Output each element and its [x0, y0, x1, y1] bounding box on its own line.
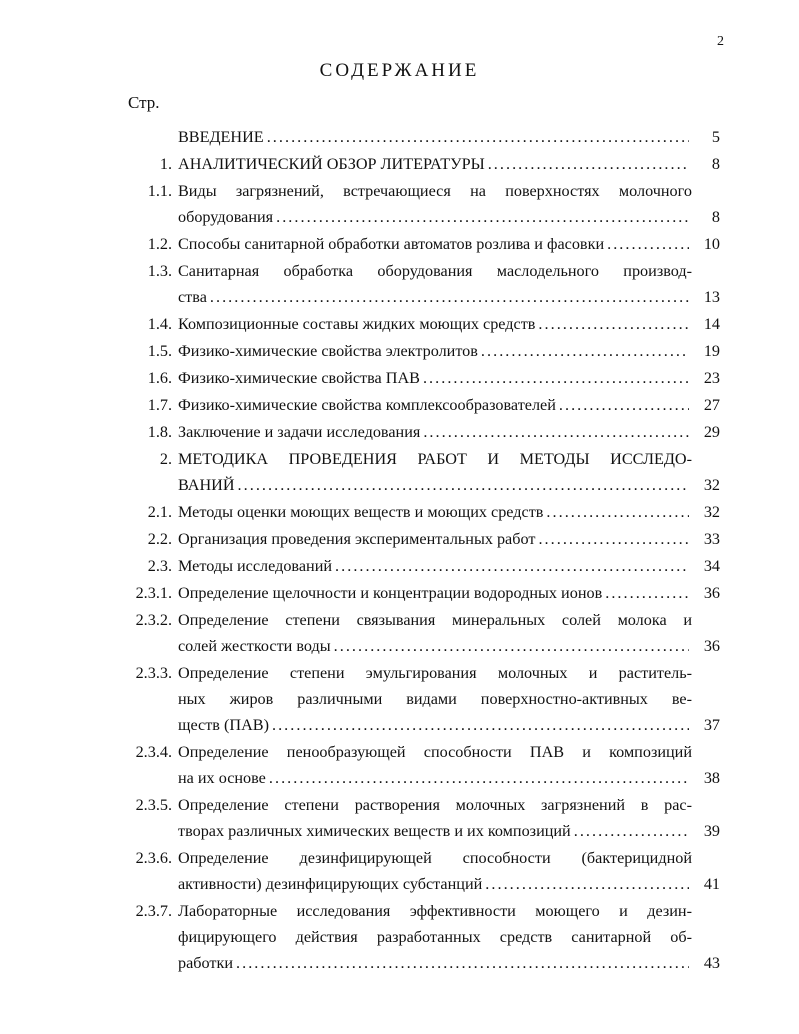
dot-leader [605, 580, 689, 606]
toc-entry-title: активности) дезинфицирующих субстанций [178, 875, 483, 893]
dot-leader [269, 765, 689, 791]
toc-entry-2-3-5 [120, 792, 720, 844]
toc-entry-page: 29 [703, 423, 720, 441]
toc-entry-title-line: Определение дезинфицирующей способности (бактерицидной [178, 849, 692, 867]
toc-entry-title: оборудования [178, 208, 274, 226]
toc-entry-number: 2.3.3. [135, 664, 172, 682]
page-number: 2 [717, 34, 724, 49]
toc-entry-1-8 [120, 419, 720, 445]
dot-leader [272, 712, 689, 738]
toc-entry-page: 13 [703, 288, 720, 306]
toc-entry-title: Заключение и задачи исследования [178, 423, 421, 441]
toc-entry-title: Организация проведения экспериментальных работ [178, 530, 536, 548]
toc-entry-page: 33 [703, 530, 720, 548]
toc-entry-page: 38 [703, 769, 720, 787]
toc-entry-page: 14 [703, 315, 720, 333]
toc-entry-1 [120, 151, 720, 177]
toc-entry-2-3-3 [120, 660, 720, 738]
toc-entry-title: Физико-химические свойства ПАВ [178, 369, 420, 387]
toc-entry-page: 8 [711, 208, 720, 226]
toc-entry-number: 1.1. [147, 182, 172, 200]
toc-entry-title: АНАЛИТИЧЕСКИЙ ОБЗОР ЛИТЕРАТУРЫ [178, 155, 485, 173]
dot-leader [546, 499, 689, 525]
toc-entry-number: 2.3.4. [135, 743, 172, 761]
toc-entry-title: Методы исследований [178, 557, 333, 575]
toc-entry-number: 1.8. [147, 423, 172, 441]
toc-entry-number: 2.2. [147, 530, 172, 548]
toc-entry-1-2 [120, 231, 720, 257]
toc-entry-page: 39 [703, 822, 720, 840]
toc-entry-number: 1.3. [147, 262, 172, 280]
toc-entry-page: 23 [703, 369, 720, 387]
toc-entry-title: ства [178, 288, 207, 306]
toc-entry-2 [120, 446, 720, 498]
dot-leader [559, 392, 689, 418]
toc-entry-2-3-2 [120, 607, 720, 659]
toc-entry-page: 10 [703, 235, 720, 253]
toc-entry-title: работки [178, 954, 233, 972]
toc-entry-page: 43 [703, 954, 720, 972]
dot-leader [238, 472, 689, 498]
toc-entry-page: 32 [703, 503, 720, 521]
toc-entry-number: 1. [159, 155, 172, 173]
dot-leader [267, 124, 689, 150]
toc-entry-page: 5 [711, 128, 720, 146]
toc-entry-2-3 [120, 553, 720, 579]
toc-entry-number: 2.3.6. [135, 849, 172, 867]
dot-leader [538, 526, 689, 552]
toc-entry-page: 41 [703, 875, 720, 893]
toc-entry-title-line: Санитарная обработка оборудования маслодельного производ- [178, 262, 692, 280]
toc-entry-number: 1.7. [147, 396, 172, 414]
toc-entry-2-2 [120, 526, 720, 552]
toc-entry-title-line: Определение пенообразующей способности ПАВ и композиций [178, 743, 692, 761]
toc-entry-page: 27 [703, 396, 720, 414]
toc-entry-title: Определение щелочности и концентрации водородных ионов [178, 584, 603, 602]
toc-entry-title: на их основе [178, 769, 266, 787]
toc-entry-page: 36 [703, 637, 720, 655]
toc-entry-page: 36 [703, 584, 720, 602]
toc-entry-page: 8 [711, 155, 720, 173]
dot-leader [423, 365, 689, 391]
toc-entry-number: 2.3.5. [135, 796, 172, 814]
toc-entry-title: ВВЕДЕНИЕ [178, 128, 264, 146]
toc-entry-page: 19 [703, 342, 720, 360]
toc-entry-1-5 [120, 338, 720, 364]
toc-entry-title: Физико-химические свойства электролитов [178, 342, 478, 360]
toc-entry-title-line: Определение степени эмульгирования молочных и раститель- [178, 664, 692, 682]
toc-entry-number: 2.3.2. [135, 611, 172, 629]
toc-entry-title-line: Виды загрязнений, встречающиеся на поверхностях молочного [178, 182, 692, 200]
toc-entry-title: творах различных химических веществ и их композиций [178, 822, 571, 840]
toc-entry-number: 2. [159, 450, 172, 468]
toc-entry-number: 2.3.1. [135, 584, 172, 602]
toc-entry-number: 2.3.7. [135, 902, 172, 920]
toc-entry-2-3-4 [120, 739, 720, 791]
toc-entry-2-3-6 [120, 845, 720, 897]
dot-leader [485, 871, 689, 897]
dot-leader [481, 338, 689, 364]
toc-entry-title-line: Определение степени растворения молочных загрязнений в рас- [178, 796, 692, 814]
pages-column-label: Стр. [128, 93, 160, 112]
toc-entry-intro [120, 124, 720, 150]
toc-entry-number: 2.1. [147, 503, 172, 521]
dot-leader [210, 284, 689, 310]
toc-entry-number: 1.5. [147, 342, 172, 360]
toc-entry-title-line: Определение степени связывания минеральных солей молока и [178, 611, 692, 629]
dot-leader [607, 231, 689, 257]
table-of-contents [120, 124, 720, 977]
page-title: СОДЕРЖАНИЕ [319, 60, 480, 81]
toc-entry-title: Физико-химические свойства комплексообразователей [178, 396, 556, 414]
toc-entry-title: солей жесткости воды [178, 637, 331, 655]
toc-entry-title-line: Лабораторные исследования эффективности моющего и дезин- [178, 902, 692, 920]
dot-leader [335, 553, 689, 579]
dot-leader [488, 151, 689, 177]
dot-leader [423, 419, 689, 445]
toc-entry-2-3-1 [120, 580, 720, 606]
dot-leader [334, 633, 689, 659]
toc-entry-2-1 [120, 499, 720, 525]
toc-entry-1-6 [120, 365, 720, 391]
dot-leader [538, 311, 689, 337]
toc-entry-title-line: ных жиров различными видами поверхностно-активных ве- [178, 690, 692, 708]
toc-entry-title-line: МЕТОДИКА ПРОВЕДЕНИЯ РАБОТ И МЕТОДЫ ИССЛЕДО- [178, 450, 692, 468]
toc-entry-1-1 [120, 178, 720, 230]
toc-entry-number: 2.3. [147, 557, 172, 575]
toc-entry-title: Способы санитарной обработки автоматов розлива и фасовки [178, 235, 605, 253]
toc-entry-page: 37 [703, 716, 720, 734]
toc-entry-title: ществ (ПАВ) [178, 716, 269, 734]
toc-entry-number: 1.4. [147, 315, 172, 333]
toc-entry-title: Методы оценки моющих веществ и моющих средств [178, 503, 544, 521]
toc-entry-page: 32 [703, 476, 720, 494]
toc-entry-title: Композиционные составы жидких моющих средств [178, 315, 536, 333]
toc-entry-title-line: фицирующего действия разработанных средств санитарной об- [178, 928, 692, 946]
toc-entry-1-7 [120, 392, 720, 418]
toc-entry-number: 1.6. [147, 369, 172, 387]
dot-leader [276, 204, 689, 230]
dot-leader [236, 950, 689, 976]
toc-entry-page: 34 [703, 557, 720, 575]
toc-entry-title: ВАНИЙ [178, 476, 235, 494]
toc-entry-number: 1.2. [147, 235, 172, 253]
toc-entry-1-3 [120, 258, 720, 310]
toc-entry-2-3-7 [120, 898, 720, 976]
toc-entry-1-4 [120, 311, 720, 337]
dot-leader [574, 818, 689, 844]
